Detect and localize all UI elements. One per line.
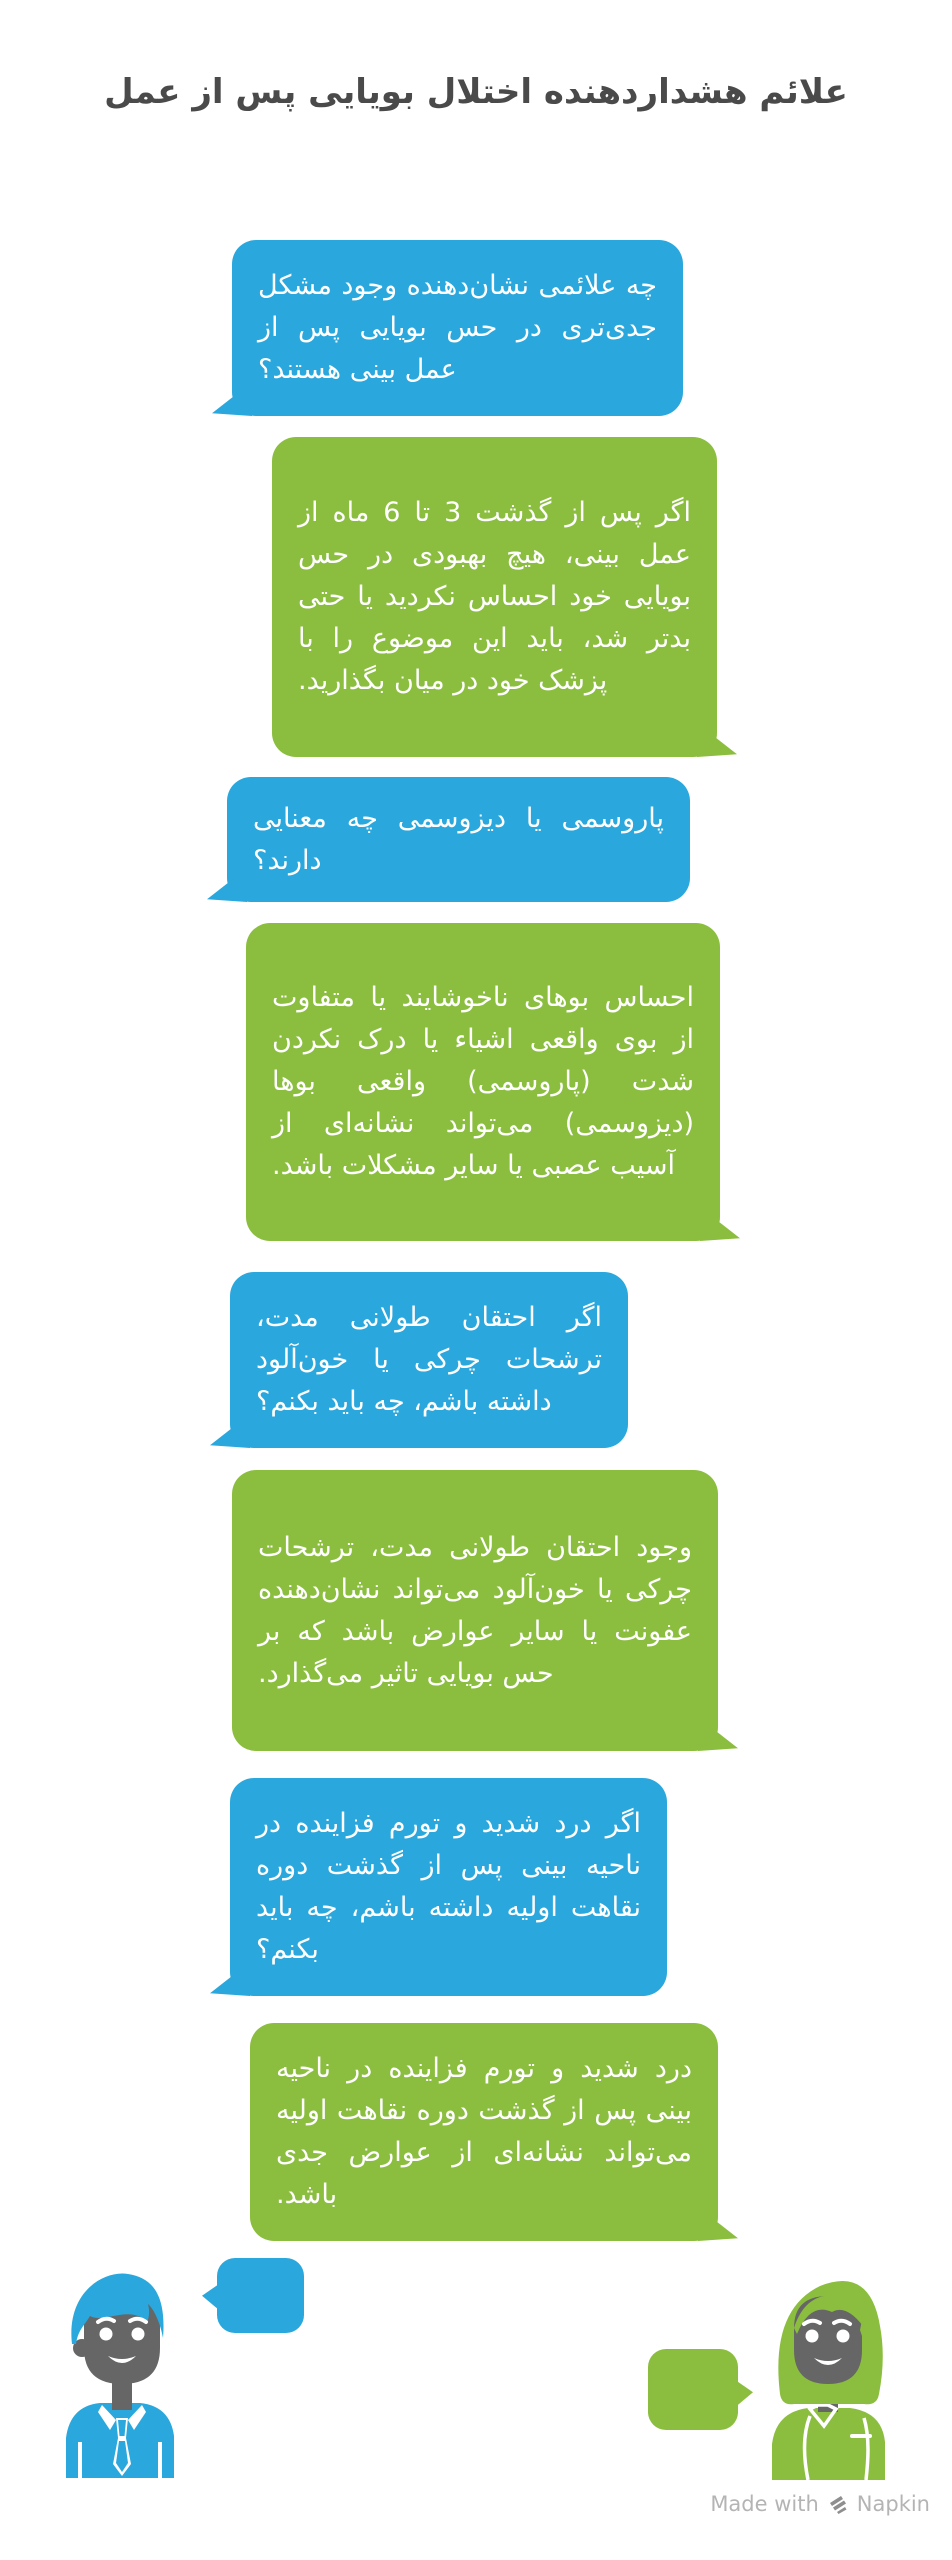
answer-bubble-4-text: درد شدید و تورم فزاینده در ناحیه بینی پس از گذشت دوره نقاهت اولیه می‌تواند نشانه‌ای از عوارض جدی باشد. [276, 2053, 692, 2210]
answer-bubble-3 [232, 1470, 718, 1751]
man-with-tie-avatar-icon [60, 2266, 180, 2482]
speech-bubble-icon [217, 2258, 304, 2333]
napkin-logo-icon [828, 2494, 848, 2514]
question-bubble-4-text: اگر درد شدید و تورم فزاینده در ناحیه بینی پس از گذشت دوره نقاهت اولیه داشته باشم، چه باید بکنم؟ [256, 1808, 641, 1965]
speech-bubble-icon [648, 2349, 738, 2430]
answer-bubble-2-text: احساس بوهای ناخوشایند یا متفاوت از بوی واقعی اشیاء یا درک نکردن شدت (پاروسمی) واقعی بوها (دیزوسمی) می‌تواند نشانه‌ای از آسیب عصبی یا سایر مشکلات باشد. [272, 982, 694, 1181]
question-bubble-1-text: چه علائمی نشان‌دهنده وجود مشکل جدی‌تری در حس بویایی پس از عمل بینی هستند؟ [258, 270, 657, 385]
woman-avatar-icon [766, 2276, 890, 2484]
answer-bubble-2 [246, 923, 720, 1241]
page-title: علائم هشداردهنده اختلال بویایی پس از عمل [104, 72, 848, 112]
question-bubble-2-text: پاروسمی یا دیزوسمی چه معنایی دارند؟ [253, 802, 664, 876]
answer-bubble-1 [272, 437, 717, 757]
watermark-prefix: Made with [710, 2492, 819, 2516]
question-bubble-3-text: اگر احتقان طولانی مدت، ترشحات چرکی یا خون‌آلود داشته باشم، چه باید بکنم؟ [256, 1302, 602, 1417]
question-bubble-4 [230, 1778, 667, 1996]
watermark-brand: Napkin [856, 2492, 930, 2516]
answer-bubble-4 [250, 2023, 718, 2241]
answer-bubble-3-text: وجود احتقان طولانی مدت، ترشحات چرکی یا خون‌آلود می‌تواند نشان‌دهنده عفونت یا سایر عوارض باشد که بر حس بویایی تاثیر می‌گذارد. [258, 1531, 692, 1689]
answer-bubble-1-text: اگر پس از گذشت 3 تا 6 ماه از عمل بینی، هیچ بهبودی در حس بویایی خود احساس نکردید یا حتی بدتر شد، باید این موضوع را با پزشک خود در میان بگذارید. [298, 497, 691, 696]
question-bubble-2 [227, 777, 690, 902]
made-with-napkin-watermark [710, 2492, 930, 2516]
question-bubble-3 [230, 1272, 628, 1448]
question-bubble-1 [232, 240, 683, 416]
